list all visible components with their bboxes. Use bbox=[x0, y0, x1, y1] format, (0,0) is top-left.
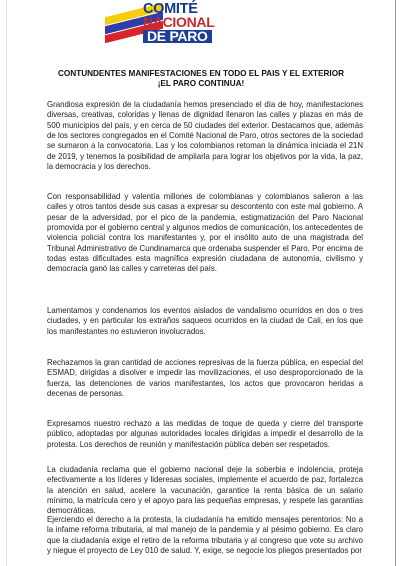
logo-line-2: NACIONAL bbox=[143, 14, 215, 30]
document-page bbox=[6, 0, 396, 566]
paragraph-7: Ejerciendo el derecho a la protesta, la ciudadanía ha emitido mensajes perentorios: No a la infame reforma tributaria, al mal manejo de la pandemia y al pésimo gobierno. Es claro que la ciudadanía exige el retiro de la reforma tributaria y al congreso que vote su archivo y niegue el proyecto de Ley 010 de salud. Y, exige, se negocie los pliegos presentados por bbox=[47, 515, 363, 556]
paragraph-4: Rechazamos la gran cantidad de acciones represivas de la fuerza pública, en especial del ESMAD, dirigidas a disolver e impedir las movilizaciones, el uso desproporcionado de la fuerza, las detenciones de varios manifestantes, los actos que provocaron heridas a decenas de personas. bbox=[47, 358, 363, 399]
logo-wordmark bbox=[143, 3, 214, 44]
paragraph-3: Lamentamos y condenamos los eventos aislados de vandalismo ocurridos en dos o tres ciudades, y en particular los extraños saqueos ocurridos en la ciudad de Cali, en los que los manifestantes no estuvieron involucrados. bbox=[47, 306, 363, 336]
logo-line-3: DE PARO bbox=[143, 30, 212, 43]
paragraph-6: La ciudadanía reclama que el gobierno nacional deje la soberbia e indolencia, proteja efectivamente a los líderes y lideresas sociales, implemente el acuerdo de paz, fortalezca la atención en salud, acelere la vacunación, garantice la renta básica de un salario mínimo, la matrícula cero y el apoyo para las pequeñas empresas, y respete las garantías democráticas. bbox=[47, 465, 363, 516]
document-title: CONTUNDENTES MANIFESTACIONES EN TODO EL PAIS Y EL EXTERIOR bbox=[58, 69, 344, 78]
logo-line-1: COMITÉ bbox=[143, 1, 198, 17]
paragraph-5: Expresamos nuestro rechazo a las medidas de toque de queda y cierre del transporte público, adoptadas por algunas autoridades locales dirigidas a impedir el desarrollo de la protesta. Los derechos de reunión y manifestación pública deben ser respetados. bbox=[47, 419, 363, 449]
paragraph-1: Grandiosa expresión de la ciudadanía hemos presenciado el día de hoy, manifestaciones diversas, creativas, coloridas y llenas de dignidad llenaron las calles y plazas en más de 500 municipios del país, y en cerca de 50 ciudades del exterior. Destacamos que, además de los sectores congregados en el Comité Nacional de Paro, otros sectores de la sociedad se sumaron a la convocatoria. Las y los colombianos retoman la dinámica iniciada el 21N de 2019, y tenemos la posibilidad de ampliarla para lograr los objetivos por la vida, la paz, la democracia y los derechos. bbox=[47, 100, 363, 172]
document-subtitle: ¡EL PARO CONTINUA! bbox=[157, 79, 245, 88]
paragraph-2: Con responsabilidad y valentía millones de colombianas y colombianos salieron a las calles y otros tantos desde sus casas a expresar su descontento con este mal gobierno. A pesar de la adversidad, por el pico de la pandemia, estigmatización del Paro Nacional promovida por el gobierno central y algunos medios de comunicación, los antecedentes de violencia policial contra los manifestantes y, por el insólito auto de una magistrada del Tribunal Administrativo de Cundinamarca que ordenaba suspender el Paro. Por encima de todas estas dificultades esta magnífica expresión ciudadana de autonomía, civilismo y democracia ganó las calles y carreteras del país. bbox=[47, 192, 363, 274]
comite-nacional-de-paro-logo bbox=[105, 2, 295, 52]
